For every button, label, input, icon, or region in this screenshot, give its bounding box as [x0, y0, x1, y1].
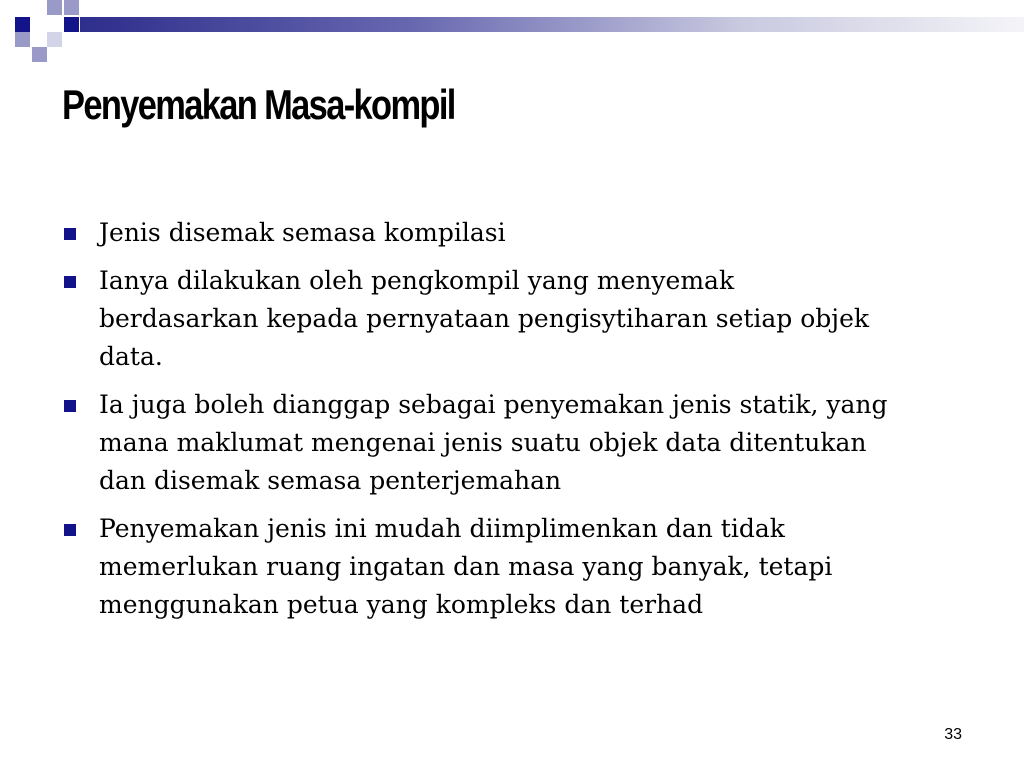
bullet-item [62, 214, 942, 252]
square-bullet-icon [64, 524, 76, 536]
header-decoration [0, 0, 1024, 70]
header-square [47, 32, 62, 47]
bullet-text-line: berdasarkan kepada pernyataan pengisytiharan setiap objek [99, 304, 870, 333]
bullet-item [62, 262, 942, 376]
bullet-text-line: dan disemak semasa penterjemahan [99, 466, 562, 495]
bullet-text-line: Jenis disemak semasa kompilasi [99, 218, 506, 247]
bullet-item [62, 386, 942, 500]
bullet-text-line: Ia juga boleh dianggap sebagai penyemakan jenis statik, yang [99, 390, 888, 419]
square-bullet-icon [64, 228, 76, 240]
bullet-list [62, 214, 942, 634]
square-bullet-icon [64, 276, 76, 288]
bullet-text-line: Ianya dilakukan oleh pengkompil yang menyemak [99, 266, 735, 295]
header-square [32, 47, 47, 62]
bullet-text-line: menggunakan petua yang kompleks dan terhad [99, 590, 704, 619]
bullet-item [62, 510, 942, 624]
bullet-text-line: Penyemakan jenis ini mudah diimplimenkan dan tidak [99, 514, 785, 543]
header-square [15, 32, 30, 47]
bullet-text-line: memerlukan ruang ingatan dan masa yang banyak, tetapi [99, 552, 833, 581]
header-square [64, 17, 79, 32]
header-square [47, 0, 62, 15]
square-bullet-icon [64, 400, 76, 412]
header-square [64, 0, 79, 15]
bullet-text-line: data. [99, 342, 163, 371]
slide-title: Penyemakan Masa-kompil [62, 81, 455, 128]
header-gradient-bar [80, 17, 1024, 32]
bullet-text-line: mana maklumat mengenai jenis suatu objek data ditentukan [99, 428, 867, 457]
page-number: 33 [944, 726, 962, 743]
header-square [15, 17, 30, 32]
